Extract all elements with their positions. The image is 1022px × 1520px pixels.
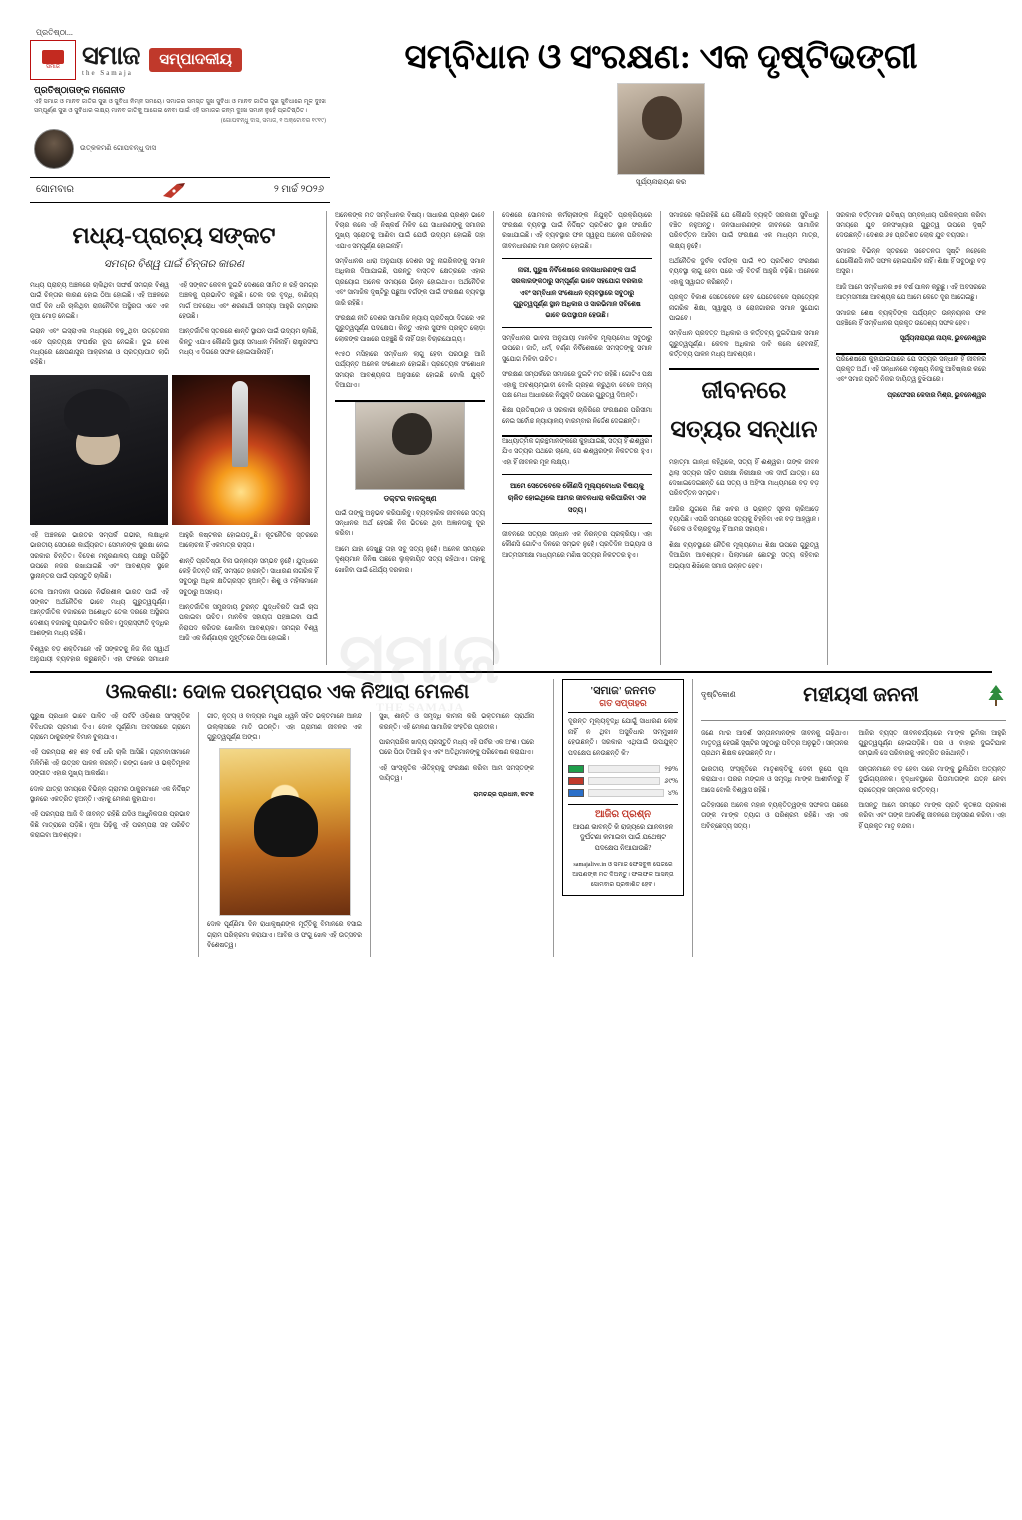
lead-author-caption: ସୂର୍ଯ୍ୟନାରାୟଣ କର: [635, 178, 687, 187]
poll-bar-unsure: [588, 789, 664, 797]
poll-value-yes: ୨୭%: [664, 764, 678, 773]
article2-paragraph: ଜୀବନରେ ସତ୍ୟର ସନ୍ଧାନ ଏକ ନିରନ୍ତର ପ୍ରକ୍ରିୟା। ଏହା କୌଣସି ଗୋଟିଏ ଦିନରେ ସମ୍ଭବ ନୁହେଁ। ପ୍ରତିଦିନ ଅଭ୍ୟାସ ଓ ଆତ୍ମସମୀକ୍ଷା ମାଧ୍ୟମରେ ମଣିଷ ସତ୍ୟର ନିକଟତର ହୁଏ।: [502, 530, 652, 559]
logo-emblem: [42, 50, 64, 64]
section-divider: [669, 368, 819, 370]
poll-note: samajalive.in ଓ ସମାଜ ଫେସବୁକ ପେଜରେ ଆପଣଙ୍କ ମତ ଦିଅନ୍ତୁ। ଫଳାଫଳ ଆସନ୍ତା ସୋମବାର ପ୍ରକାଶିତ ହେବ।: [572, 861, 674, 888]
article3-paragraph: ଏହି ପରମ୍ପରା ଆଜି ବି ଜୀବନ୍ତ ରହିଛି ଯଦିଓ ଆଧୁନିକତାର ପ୍ରଭାବ କିଛି ମାତ୍ରାରେ ପଡ଼ିଛି। ନୂଆ ପିଢ଼ିକୁ ଏହି ପରମ୍ପରା ସହ ପରିଚିତ କରାଇବା ଆବଶ୍ୟକ।: [30, 811, 190, 840]
article2-title: ଜୀବନରେ ସତ୍ୟର ସନ୍ଧାନ: [670, 378, 818, 444]
editorial-paragraph: ଶାନ୍ତି ପ୍ରତିଷ୍ଠା ବିନା ଉନ୍ନୟନ ସମ୍ଭବ ନୁହେଁ। ଯୁଦ୍ଧରେ କେହି ଜିତନ୍ତି ନାହିଁ, ସମସ୍ତେ ହାରନ୍ତି। ସାଧାରଣ ନାଗରିକ ହିଁ ସବୁଠାରୁ ଅଧିକ କ୍ଷତିଗ୍ରସ୍ତ ହୁଅନ୍ତି। ଶିଶୁ ଓ ମହିଳାମାନେ ସବୁଠାରୁ ଅସହାୟ।: [179, 557, 318, 596]
article3-paragraph: ଗୀତ, ନୃତ୍ୟ ଓ ବାଦ୍ୟର ମଧୁର ଧ୍ୱନି ସହିତ ଭକ୍ତମାନେ ଆନନ୍ଦ ଉଲ୍ଲାସରେ ମାତି ଉଠନ୍ତି। ଏହା ଗ୍ରାମୀଣ ଜୀବନର ଏକ ଗୁରୁତ୍ୱପୂର୍ଣ୍ଣ ଅଙ୍ଗ।: [207, 713, 362, 742]
editorial-paragraph: ଆନ୍ତର୍ଜାତିକ ସମ୍ପ୍ରଦାୟ ତୁରନ୍ତ ଯୁଦ୍ଧବିରତି ପାଇଁ ଚାପ ପକାଇବା ଉଚିତ। ମାନବିକ ସହାୟତା ପହଞ୍ଚାଇବା ପାଇଁ ନିରାପଦ କରିଡର ଖୋଲିବା ଆବଶ୍ୟକ। ସମଗ୍ର ବିଶ୍ୱ ଆଜି ଏକ ନିର୍ଣ୍ଣାୟକ ମୁହୂର୍ତ୍ତରେ ଠିଆ ହୋଇଛି।: [179, 604, 318, 643]
logo-word: ସମାଜ: [82, 41, 140, 70]
lead-article-col-3: [669, 211, 819, 666]
poll-bar-no: [588, 777, 660, 785]
samaja-watermark: ସମାଜ THE SAMAJA: [338, 621, 502, 714]
lead-paragraph: ଅର୍ଥନୈତିକ ଦୁର୍ବଳ ବର୍ଗଙ୍କ ପାଇଁ ୧୦ ପ୍ରତିଶତ ସଂରକ୍ଷଣ ବ୍ୟବସ୍ଥା ଲାଗୁ ହେବା ପରେ ଏହି ବିତର୍କ ଆହୁରି ବଢ଼ିଛି। ଅନେକେ ଏହାକୁ ସ୍ୱାଗତ କରିଛନ୍ତି।: [669, 258, 819, 286]
poll-title: 'ସମାଜ' ଜନମତ: [590, 685, 656, 698]
article2-author-photo: [355, 402, 465, 490]
poll-value-unsure: ୪%: [667, 788, 678, 797]
column-divider: [198, 712, 199, 956]
editorial-paragraph: ମଧ୍ୟ ପ୍ରାଚ୍ୟ ଅଞ୍ଚଳରେ ଚାଲିଥିବା ସଙ୍ଘର୍ଷ ସମଗ୍ର ବିଶ୍ୱ ପାଇଁ ଚିନ୍ତାର କାରଣ ହୋଇ ଠିଆ ହୋଇଛି। ଏହି ଅଞ୍ଚଳରେ ଦୀର୍ଘ ଦିନ ଧରି ଚାଲିଥିବା ରାଜନୈତିକ ଅସ୍ଥିରତା ଏବେ ଏକ ନୂଆ ମୋଡ଼ ନେଇଛି।: [30, 281, 169, 320]
lead-byline: ସୂର୍ଯ୍ୟନାରାୟଣ ନାୟକ, ଭୁବନେଶ୍ୱର: [899, 335, 986, 343]
article2-author-caption: ଡକ୍ଟର ବାଳକୃଷ୍ଣ: [383, 493, 437, 503]
edition-badge: ସମ୍ପାଦକୀୟ: [149, 48, 242, 72]
article4-paragraph: ଜଣେ ମା'ର ଆଦର୍ଶ ସନ୍ତାନମାନଙ୍କ ଜୀବନକୁ ଗଢ଼ିଥାଏ। ମାତୃତ୍ୱ ହେଉଛି ସୃଷ୍ଟିର ସବୁଠାରୁ ପବିତ୍ର ଅନୁଭୂତି। ସନ୍ତାନର ପ୍ରଥମ ଶିକ୍ଷକ ହେଉଛନ୍ତି ମା'।: [701, 729, 849, 758]
leader-portrait-photo: [30, 375, 168, 525]
missile-launch-photo: [172, 375, 310, 525]
pledge-title: ପ୍ରତିଷ୍ଠାତାଙ୍କ ମନୋନୀତ: [34, 85, 126, 95]
article2-pullquote: ଆମେ ସେତେବେଳେ କୌଣସି ମୂଲ୍ୟବୋଧର ବିଷୟକୁ ଚାଳିତ ହୋଇଥିଲେ ଆମର ଜୀବନଧାରା କରିପାରିବା ଏକ ସତ୍ୟ।: [502, 474, 652, 524]
page-title: ସମ୍ବିଧାନ ଓ ସଂରକ୍ଷଣ: ଏକ ଦୃଷ୍ଟିଭଙ୍ଗୀ: [404, 39, 918, 76]
main-content: [30, 211, 992, 666]
poll-block: [562, 679, 684, 956]
article4-paragraph: ଇତିହାସରେ ଅନେକ ମହାନ ବ୍ୟକ୍ତିତ୍ୱଙ୍କ ସଫଳତା ପଛରେ ତାଙ୍କ ମା'ଙ୍କ ତ୍ୟାଗ ଓ ପରିଶ୍ରମ ରହିଛି। ଏହା ଏକ ଅବିଚ୍ଛେଦ୍ୟ ସତ୍ୟ।: [701, 801, 849, 830]
lead-paragraph: ଶିକ୍ଷା ପ୍ରତିଷ୍ଠାନ ଓ ସରକାରୀ ଚାକିରିରେ ସଂରକ୍ଷଣର ପରିସୀମା ନେଇ ସର୍ବୋଚ୍ଚ ନ୍ୟାୟାଳୟ ବାରମ୍ବାର ନିର୍ଦ୍ଦେଶ ଦେଇଛନ୍ତି।: [502, 407, 652, 425]
editorial-column: [30, 211, 318, 666]
article3-paragraph: ପୁରୁଷ ପ୍ରଧାନ ଭାବେ ପାଳିତ ଏହି ପର୍ବଟି ଓଡ଼ିଶାର ସାଂସ୍କୃତିକ ବିବିଧତାର ପ୍ରମାଣ ଦିଏ। ଦୋଳ ପୂର୍ଣ୍ଣିମା ଅବସରରେ ଗ୍ରାମେ ଗ୍ରାମେ ଠାକୁରଙ୍କ ବିମାନ ବୁଲାଯାଏ।: [30, 713, 190, 742]
poll-bar-yes: [588, 765, 660, 773]
founder-block: [34, 129, 330, 169]
column-divider: [827, 211, 828, 666]
founder-portrait: [34, 129, 74, 169]
founder-name: ଉତ୍କଳମଣି ଗୋପବନ୍ଧୁ ଦାସ: [80, 144, 157, 153]
masthead-top-note: ପ୍ରତିଷ୍ଠା...: [36, 28, 73, 37]
editorial-paragraph: ବିଶ୍ୱର ବଡ଼ ଶକ୍ତିମାନେ ଏହି ସଙ୍କଟକୁ ନିଜ ନିଜ ସ୍ୱାର୍ଥ ଅନୁଯାୟୀ ବ୍ୟବହାର କରୁଛନ୍ତି। ଏହା ଫଳରେ ସମାଧାନ ଆହୁରି କଷ୍ଟକର ହୋଇପଡ଼ୁଛି। କୂଟନୈତିକ ସ୍ତରରେ ଆଲୋଚନା ହିଁ ଏକମାତ୍ର ରାସ୍ତା।: [30, 531, 318, 663]
article4-paragraph: ସନ୍ତାନମାନେ ବଡ଼ ହେବା ପରେ ମା'ଙ୍କୁ ଭୁଲିଯିବା ଅତ୍ୟନ୍ତ ଦୁର୍ଭାଗ୍ୟଜନକ। ବୃଦ୍ଧାବସ୍ଥାରେ ପିତାମାତାଙ୍କ ଯତ୍ନ ନେବା ପ୍ରତ୍ୟେକ ସନ୍ତାନର କର୍ତ୍ତବ୍ୟ।: [858, 765, 1006, 794]
deity-idol-photo: [219, 748, 351, 916]
article4-block: [701, 679, 1006, 956]
article3-paragraph: ସୁଖ, ଶାନ୍ତି ଓ ସମୃଦ୍ଧି କାମନା କରି ଭକ୍ତମାନେ ପ୍ରାର୍ଥନା କରନ୍ତି। ଏହି ମେଳଣ ସାମାଜିକ ସଂହତିର ପ୍ରତୀକ।: [379, 713, 534, 731]
pledge-signature: (ଗୋପବନ୍ଧୁ ଦାସ, ସମାଜ, ୧ ଅକ୍ଟୋବର ୧୯୧୯): [220, 117, 326, 124]
editorial-body-top: [30, 281, 318, 369]
lead-article-col-2: [502, 211, 652, 666]
lead-article-col-1: [335, 211, 485, 666]
lead-paragraph: ସଂରକ୍ଷଣ ସମ୍ପର୍କରେ ସମାଜରେ ଦୁଇଟି ମତ ରହିଛି। ଗୋଟିଏ ପକ୍ଷ ଏହାକୁ ଅବଶ୍ୟମ୍ଭାବୀ ବୋଲି ଗ୍ରହଣ କରୁଥିବା ବେଳେ ଅନ୍ୟ ପକ୍ଷ ମେଧା ଆଧାରରେ ନିଯୁକ୍ତି ଉପରେ ଗୁରୁତ୍ୱ ଦିଅନ୍ତି।: [502, 371, 652, 399]
column-divider: [692, 679, 693, 956]
article4-paragraph: ଆସନ୍ତୁ ଆମେ ସମସ୍ତେ ମା'ଙ୍କ ପ୍ରତି କୃତଜ୍ଞତା ପ୍ରକାଶ କରିବା ଏବଂ ତାଙ୍କ ଆଦର୍ଶକୁ ଜୀବନରେ ଅନୁସରଣ କରିବା। ଏହା ହିଁ ପ୍ରକୃତ ମାତୃ ବନ୍ଦନା।: [858, 801, 1006, 830]
masthead-left: [30, 28, 330, 203]
article3-col-2: [207, 712, 362, 956]
lead-paragraph: ସମାଜରେ ଲାଗିରହିଛି ଯେ କୌଣସି ବ୍ୟକ୍ତି ସରକାରୀ ସୁବିଧାରୁ ବଞ୍ଚିତ ନହୁଅନ୍ତୁ। ଜନସାଧାରଣଙ୍କ ଜୀବନରେ ସାମାଜିକ ପରିବର୍ତ୍ତନ ଆସିବା ପାଇଁ ସଂରକ୍ଷଣ ଏକ ମାଧ୍ୟମ ମାତ୍ର, ଲକ୍ଷ୍ୟ ନୁହେଁ।: [669, 211, 819, 250]
poll-next-title: ଆଜିର ପ୍ରଶ୍ନ: [568, 804, 678, 820]
article2-paragraph: ଆଜିର ଯୁଗରେ ମିଛ ଖବର ଓ ଭ୍ରାନ୍ତ ସୂଚନା ଚାରିଆଡ଼େ ବ୍ୟାପିଛି। ଏପରି ସମୟରେ ସତ୍ୟକୁ ଚିହ୍ନିବା ଏକ ବଡ଼ ଆହ୍ୱାନ। ବିବେକ ଓ ବିଚାରବୁଦ୍ଧି ହିଁ ଆମର ସହାୟକ।: [669, 505, 819, 534]
lead-paragraph: ସମାଜର ଶେଷ ବ୍ୟକ୍ତିଙ୍କ ପର୍ଯ୍ୟନ୍ତ ଉନ୍ନୟନର ଫଳ ପହଞ୍ଚିଲେ ହିଁ ସମ୍ବିଧାନର ପ୍ରକୃତ ଉଦ୍ଦେଶ୍ୟ ସଫଳ ହେବ।: [836, 309, 986, 327]
poll-value-no: ୬୯%: [664, 776, 678, 785]
editorial-photos: [30, 375, 318, 525]
poll-option[interactable]: [568, 789, 678, 798]
lead-paragraph: ସମ୍ବିଧାନର ଧାରା ଅନୁଯାୟୀ ଦେଶର ସବୁ ନାଗରିକଙ୍କୁ ସମାନ ଅଧିକାର ଦିଆଯାଇଛି, ପରନ୍ତୁ ବାସ୍ତବ କ୍ଷେତ୍ରରେ ଏହାର ପ୍ରୟୋଗ ଅନେକ ସମୟରେ ଭିନ୍ନ ହୋଇଥାଏ। ଅର୍ଥନୈତିକ ଏବଂ ସାମାଜିକ ଦୃଷ୍ଟିରୁ ପଛୁଆ ବର୍ଗଙ୍କ ପାଇଁ ସଂରକ୍ଷଣ ବ୍ୟବସ୍ଥା ଜାରି ରହିଛି।: [335, 258, 485, 307]
column-divider: [553, 679, 554, 956]
column-divider: [493, 211, 494, 666]
lead-paragraph: ସଂରକ୍ଷଣ ନୀତି ଦେଶର ସାମାଜିକ ନ୍ୟାୟ ପ୍ରତିଷ୍ଠା ଦିଗରେ ଏକ ଗୁରୁତ୍ୱପୂର୍ଣ୍ଣ ପଦକ୍ଷେପ। କିନ୍ତୁ ଏହାର ସୁଫଳ ପ୍ରକୃତ ଲୋଡ଼ା ଲୋକଙ୍କ ପାଖରେ ପହଞ୍ଚୁଛି କି ନାହିଁ ତାହା ବିଚାରଯୋଗ୍ୟ।: [335, 314, 485, 343]
poll-swatch-no: [568, 777, 584, 785]
article2-paragraph: ଶିକ୍ଷା ବ୍ୟବସ୍ଥାରେ ନୈତିକ ମୂଲ୍ୟବୋଧ ଶିକ୍ଷା ଉପରେ ଗୁରୁତ୍ୱ ଦିଆଯିବା ଆବଶ୍ୟକ। ପିଲାମାନେ ଛୋଟରୁ ସତ୍ୟ କହିବାର ଅଭ୍ୟାସ ଶିଖିଲେ ସମାଜ ଉନ୍ନତ ହେବ।: [669, 541, 819, 570]
tree-icon: [986, 684, 1006, 708]
editorial-body-bottom: [30, 531, 318, 666]
article3-paragraph: ଦୋଳ ପୂର୍ଣ୍ଣିମା ଦିନ ରାଧାକୃଷ୍ଣଙ୍କ ମୂର୍ତ୍ତିକୁ ବିମାନରେ ବସାଇ ଗ୍ରାମ ପରିକ୍ରମା କରାଯାଏ। ଆବିର ଓ ଫଗୁ ଖେଳ ଏହି ଉତ୍ସବର ବିଶେଷତ୍ୱ।: [207, 921, 362, 950]
editorial-title: ମଧ୍ୟ-ପ୍ରାଚ୍ୟ ସଙ୍କଟ: [72, 222, 276, 248]
column-divider: [370, 712, 371, 956]
article2-byline: ପ୍ରଫେସର କେଦାର ମିଶ୍ର, ଭୁବନେଶ୍ୱର: [887, 391, 986, 399]
article2-paragraph: ଆଧ୍ୟାତ୍ମିକ ଗ୍ରନ୍ଥମାନଙ୍କରେ କୁହାଯାଇଛି, ସତ୍ୟ ହିଁ ଈଶ୍ୱର। ଯିଏ ସତ୍ୟର ପଥରେ ଚାଲେ, ସେ ଈଶ୍ୱରଙ୍କ ନିକଟତର ହୁଏ। ଏହା ହିଁ ଜୀବନର ମୂଳ ଲକ୍ଷ୍ୟ।: [502, 438, 652, 466]
article4-header: [701, 679, 1006, 711]
article3-byline: ରାମଚନ୍ଦ୍ର ପ୍ରଧାନ, କଟକ: [473, 790, 534, 798]
article4-paragraph: ଭାରତୀୟ ସଂସ୍କୃତିରେ ମାତୃଶକ୍ତିକୁ ଦେବୀ ରୂପେ ପୂଜା କରାଯାଏ। ଘରର ମଙ୍ଗଳ ଓ ସମୃଦ୍ଧି ମା'ଙ୍କ ଆଶୀର୍ବାଦରୁ ହିଁ ଆସେ ବୋଲି ବିଶ୍ୱାସ ରହିଛି।: [701, 765, 849, 794]
lead-paragraph: ଆଜି ଆମେ ସମ୍ବିଧାନର ୭୫ ବର୍ଷ ପାଳନ କରୁଛୁ। ଏହି ଅବସରରେ ଆତ୍ମସମୀକ୍ଷା ଆବଶ୍ୟକ ଯେ ଆମେ କେତେ ଦୂର ଆଗେଇଛୁ।: [836, 283, 986, 302]
article4-paragraph: ଆଜିର ବ୍ୟସ୍ତ ଜୀବନଚର୍ଯ୍ୟାରେ ମା'ଙ୍କ ଭୂମିକା ଆହୁରି ଗୁରୁତ୍ୱପୂର୍ଣ୍ଣ ହୋଇପଡ଼ିଛି। ଘର ଓ ବାହାର ଦୁଇଟିଯାକ ସମ୍ଭାଳି ସେ ପରିବାରକୁ ଏକତ୍ରିତ ରଖିଥାନ୍ତି।: [858, 729, 1006, 758]
editorial-paragraph: ଆନ୍ତର୍ଜାତିକ ସ୍ତରରେ ଶାନ୍ତି ସ୍ଥାପନ ପାଇଁ ଉଦ୍ୟମ ଚାଲିଛି, କିନ୍ତୁ ଏଯାଏ କୌଣସି ସ୍ଥାୟୀ ସମାଧାନ ମିଳିନାହିଁ। ରାଷ୍ଟ୍ରସଂଘ ମଧ୍ୟ ଏ ଦିଗରେ ସଫଳ ହୋଇପାରିନାହିଁ।: [179, 328, 319, 357]
poll-question: ଦୂରନ୍ତ ମୂଲ୍ୟବୃଦ୍ଧି ଯୋଗୁଁ ସାଧାରଣ ଲୋକ ନାହିଁ ନ ଥିବା ଅସୁବିଧାର ସମ୍ମୁଖୀନ ହେଉଛନ୍ତି। ସରକାର ଏଥିପାଇଁ ଉପଯୁକ୍ତ ପଦକ୍ଷେପ ନେଉଛନ୍ତି କି?: [568, 718, 678, 757]
lead-pullquote: ନାରୀ, ପୁରୁଷ ନିର୍ବିଶେଷରେ ଜନସାଧାରଣଙ୍କ ପାଇଁ ସରକାରଙ୍କଠାରୁ ସମ୍ପୂର୍ଣ୍ଣ ଭାବେ ସହଯୋଗ ଦରକାର ଏବଂ ସମ୍ବିଧାନ ସଂଶୋଧନ ବ୍ୟବସ୍ଥାରେ ସବୁଠାରୁ ଗୁରୁତ୍ୱପୂର୍ଣ୍ଣ ସ୍ଥାନ ଅଧିକାର ଓ ସାରଭିମାନ ସବିଶେଷ ଭାବେ ଉପସ୍ଥାପନ ହେଉଛି।: [502, 258, 652, 328]
lead-paragraph: ପ୍ରକୃତ ବିକାଶ ସେତେବେଳେ ହେବ ଯେତେବେଳେ ପ୍ରତ୍ୟେକ ନାଗରିକ ଶିକ୍ଷା, ସ୍ୱାସ୍ଥ୍ୟ ଓ ରୋଜଗାରର ସମାନ ସୁଯୋଗ ପାଇବେ।: [669, 294, 819, 322]
article4-title: ମହୀୟସୀ ଜନନୀ: [803, 684, 919, 707]
poll-swatch-yes: [568, 765, 584, 773]
bottom-band: [30, 671, 1006, 956]
lead-paragraph: ସମ୍ବିଧାନର ଭାବନା ଅନୁଯାୟୀ ମାନବିକ ମୂଲ୍ୟବୋଧ ସବୁଠାରୁ ଉପରେ। ଜାତି, ଧର୍ମ, ବର୍ଣ୍ଣ ନିର୍ବିଶେଷରେ ସମସ୍ତଙ୍କୁ ସମାନ ସୁଯୋଗ ମିଳିବା ଉଚିତ।: [502, 335, 652, 363]
lead-paragraph: ସରକାର ବର୍ତ୍ତମାନ ଭବିଷ୍ୟ ସମ୍ବନ୍ଧୀୟ ପରିକଳ୍ପନା କରିବା ସମୟରେ ଯୁବ ଜନସଂଖ୍ୟାର ଗୁରୁତ୍ୱ ଉପରେ ଦୃଷ୍ଟି ଦେଉଛନ୍ତି। ଦେଶର ୬୫ ପ୍ରତିଶତ ଲୋକ ଯୁବ ବୟସର।: [836, 211, 986, 240]
poll-box: [562, 679, 684, 896]
article2-paragraph: ମହାତ୍ମା ଗାନ୍ଧୀ କହିଥିଲେ, ସତ୍ୟ ହିଁ ଈଶ୍ୱର। ତାଙ୍କ ଜୀବନ ଥିଲା ସତ୍ୟର ସହିତ ପରୀକ୍ଷା ନିରୀକ୍ଷାର ଏକ ଦୀର୍ଘ ଯାତ୍ରା। ସେ ଦେଖାଇଦେଇଛନ୍ତି ଯେ ସତ୍ୟ ଓ ଅହିଂସା ମାଧ୍ୟମରେ ବଡ଼ ବଡ଼ ପରିବର୍ତ୍ତନ ସମ୍ଭବ।: [669, 459, 819, 498]
article2-paragraph: ଆମେ ଯାହା ଦେଖୁଛୁ ତାହା ସବୁ ସତ୍ୟ ନୁହେଁ। ଅନେକ ସମୟରେ ଦୃଶ୍ୟମାନ ଜିନିଷ ପଛରେ ଲୁକ୍କାୟିତ ସତ୍ୟ ରହିଥାଏ। ତାହାକୁ ଖୋଜିବା ପାଇଁ ଧୈର୍ଯ୍ୟ ଦରକାର।: [335, 545, 485, 574]
article3-paragraph: ଏହି ସାଂସ୍କୃତିକ ଐତିହ୍ୟକୁ ସଂରକ୍ଷଣ କରିବା ଆମ ସମସ୍ତଙ୍କ ଦାୟିତ୍ୱ।: [379, 764, 534, 783]
article2-paragraph: ପାଇଁ ତାଙ୍କୁ ଅନୁଭବ କରିପାରିବୁ। ବ୍ୟବହାରିକ ଜୀବନରେ ସତ୍ୟ ସନ୍ଧାନର ଅର୍ଥ ହେଉଛି ନିଜ ଭିତରେ ଥିବା ଅଜ୍ଞାନତାକୁ ଦୂର କରିବା।: [335, 509, 485, 538]
poll-swatch-unsure: [568, 789, 584, 797]
poll-option[interactable]: [568, 765, 678, 774]
lead-article-col-4: [836, 211, 986, 666]
article3-paragraph: ଦୋଳ ଯାତ୍ରା ସମୟରେ ବିଭିନ୍ନ ଗ୍ରାମର ଠାକୁରମାନେ ଏକ ନିର୍ଦ୍ଦିଷ୍ଟ ସ୍ଥାନରେ ଏକତ୍ରିତ ହୁଅନ୍ତି। ଏହାକୁ ମେଳଣ କୁହାଯାଏ।: [30, 785, 190, 803]
samaja-logo-icon: [30, 40, 76, 80]
poll-next-question: ଆପଣ ଭାବନ୍ତି କି ରାଜ୍ୟରେ ଯାନବାହନ ଦୁର୍ଘଟଣା କମାଇବା ପାଇଁ ଯଥେଷ୍ଟ ପଦକ୍ଷେପ ନିଆଯାଉଛି?: [572, 823, 674, 853]
lead-paragraph: ଦେଶରେ ସୋମବାର କର୍ମଚାରୀଙ୍କ ନିଯୁକ୍ତି ପ୍ରକ୍ରିୟାରେ ସଂରକ୍ଷଣ ବ୍ୟବସ୍ଥା ପାଇଁ ନିର୍ଦ୍ଦିଷ୍ଟ ପ୍ରତିଶତ ସ୍ଥାନ ସଂରକ୍ଷିତ ରଖାଯାଇଛି। ଏହି ବ୍ୟବସ୍ଥାର ଫଳ ସ୍ୱରୂପ ଅନେକ ପରିବାରର ଜୀବନଧାରଣର ମାନ ଉନ୍ନତ ହୋଇଛି।: [502, 211, 652, 250]
pledge-body: ଏହି ସମାଜ ଓ ମାନବ ଜାତିର ସୁଖ ଓ ସୁବିଧା ନିମ୍ନ ସମୟେ। ସମାଜର ସମସ୍ତ ସୁଖ ସୁବିଧା ଓ ମାନବ ଜାତିର ସୁଖ ସୁବିଧାରେ ମୂଳ ଦୁଃଖ ସମ୍ପୂର୍ଣ୍ଣ ସୁଖ ଓ ସୁବିଧାର ଲକ୍ଷ୍ୟ ମାନବ ଜାତିକୁ ଆଗେଇ ନେବା ପାଇଁ ଏହି ସମାଜର ଜନ୍ମ ଦୁଃଖ ସମାନ ନୁହେଁ ପ୍ରତିଷ୍ଠିତ।: [34, 98, 326, 115]
article4-body: [701, 729, 1006, 837]
logo-row: [30, 40, 330, 80]
lead-paragraph: ୧୯୫୦ ମସିହାରେ ସମ୍ବିଧାନ ଲାଗୁ ହେବା ପରଠାରୁ ଆଜି ପର୍ଯ୍ୟନ୍ତ ଅନେକ ସଂଶୋଧନ ହୋଇଛି। ପ୍ରତ୍ୟେକ ସଂଶୋଧନ ସମୟର ଆବଶ୍ୟକତା ଅନୁସାରେ ହୋଇଛି ବୋଲି ଯୁକ୍ତି ଦିଆଯାଏ।: [335, 351, 485, 390]
logo-text-block: [82, 43, 139, 77]
lead-paragraph: ସମ୍ବିଧାନ ପ୍ରଦତ୍ତ ଅଧିକାର ଓ କର୍ତ୍ତବ୍ୟ ଦୁଇଟିଯାକ ସମାନ ଗୁରୁତ୍ୱପୂର୍ଣ୍ଣ। କେବଳ ଅଧିକାର ଦାବି କଲେ ହେବନାହିଁ, କର୍ତ୍ତବ୍ୟ ପାଳନ ମଧ୍ୟ ଆବଶ୍ୟକ।: [669, 330, 819, 359]
lead-author-photo: [617, 83, 705, 175]
editorial-paragraph: ଏହି ସଙ୍କଟ କେବଳ ଦୁଇଟି ଦେଶରେ ସୀମିତ ନ ରହି ସମଗ୍ର ଅଞ୍ଚଳକୁ ପ୍ରଭାବିତ କରୁଛି। ତେଲ ଦର ବୃଦ୍ଧି, ବାଣିଜ୍ୟ ମାର୍ଗ ଅବରୋଧ ଏବଂ ଶରଣାର୍ଥୀ ସମସ୍ୟା ଆହୁରି ଗମ୍ଭୀର ହେଉଛି।: [179, 281, 318, 320]
editorial-paragraph: ତେଲ ଆମଦାନୀ ଉପରେ ନିର୍ଭରଶୀଳ ଭାରତ ପାଇଁ ଏହି ସଙ୍କଟ ଅର୍ଥନୈତିକ ଭାବେ ମଧ୍ୟ ଗୁରୁତ୍ୱପୂର୍ଣ୍ଣ। ଆନ୍ତର୍ଜାତିକ ବଜାରରେ ଅଶୋଧିତ ତେଲ ଦରରେ ଅସ୍ଥିରତା ଦେଶୀୟ ବଜାରକୁ ପ୍ରଭାବିତ କରିବ। ମୁଦ୍ରାସ୍ଫୀତି ବୃଦ୍ଧିର ଆଶଙ୍କା ମଧ୍ୟ ରହିଛି।: [30, 588, 169, 638]
article4-rule: [701, 720, 1006, 721]
article3-title: ଓଲକଣା: ଦୋଳ ପରମ୍ପରାର ଏକ ନିଆରା ମେଳଣ: [105, 681, 470, 704]
editorial-paragraph: ଏହି ଅଞ୍ଚଳରେ ଭାରତର ସମ୍ପର୍କ ଗଭୀର, ଲକ୍ଷାଧିକ ଭାରତୀୟ ସେଠାରେ କାର୍ଯ୍ୟରତ। ସେମାନଙ୍କ ସୁରକ୍ଷା ନେଇ ସରକାର ଚିନ୍ତିତ। ବିଦେଶ ମନ୍ତ୍ରଣାଳୟ ପକ୍ଷରୁ ପରିସ୍ଥିତି ଉପରେ ନଜର ରଖାଯାଇଛି ଏବଂ ଆବଶ୍ୟକ ସ୍ଥଳେ ସ୍ଥାନାନ୍ତର ପାଇଁ ପ୍ରସ୍ତୁତି ଚାଲିଛି।: [30, 531, 169, 581]
poll-subtitle: ଗତ ସପ୍ତାହର: [568, 698, 678, 713]
poll-option[interactable]: [568, 777, 678, 786]
masthead: [30, 28, 992, 203]
article3-block: [30, 679, 545, 956]
editorial-paragraph: ଇରାନ ଏବଂ ଇସ୍ରାଏଲ ମଧ୍ୟରେ ବଢ଼ୁଥିବା ଉତ୍ତେଜନା ଏବେ ପ୍ରତ୍ୟକ୍ଷ ସଂଘର୍ଷର ରୂପ ନେଇଛି। ଦୁଇ ଦେଶ ମଧ୍ୟରେ କ୍ଷେପଣାସ୍ତ୍ର ଆକ୍ରମଣ ଓ ପ୍ରତ୍ୟାଘାତ ଲାଗି ରହିଛି।: [30, 328, 169, 367]
masthead-right: [330, 28, 992, 191]
lead-paragraph: ଅନେକଙ୍କ ମତ ସମ୍ବିଧାନର ବିଷୟ। ସାଧାରଣ ପ୍ରଶ୍ନ ଭାବେ ବିଚାର କଲେ ଏହି ନିଷ୍କର୍ଷ ମିଳିବ ଯେ ସାଧାରଣଙ୍କୁ ସମାଜର ମୁଖ୍ୟ ସ୍ରୋତକୁ ଆଣିବା ପାଇଁ ଯେଉଁ ଉଦ୍ୟମ ହୋଇଛି ତାହା ଏଯାଏ ସମ୍ପୂର୍ଣ୍ଣ ହୋଇନାହିଁ।: [335, 211, 485, 250]
dateline-date: ୨ ମାର୍ଚ୍ଚ ୨୦୨୬: [273, 184, 324, 196]
pen-nib-icon: [161, 181, 187, 199]
article4-kicker: ଦୃଷ୍ଟିକୋଣ: [701, 690, 736, 700]
article3-paragraph: ଏହି ପରମ୍ପରା ଶହ ଶହ ବର୍ଷ ଧରି ଚାଲି ଆସିଛି। ଗ୍ରାମବାସୀମାନେ ମିଳିମିଶି ଏହି ଉତ୍ସବ ପାଳନ କରନ୍ତି। ରଙ୍ଗ ଖେଳ ଓ ଭକ୍ତିମୂଳକ ସଙ୍ଗୀତ ଏହାର ମୁଖ୍ୟ ଆକର୍ଷଣ।: [30, 749, 190, 778]
lead-author-block: [330, 83, 992, 187]
bottom-content: [30, 679, 1006, 956]
logo-badge-text: ସମାଜ: [46, 63, 60, 70]
editorial-subtitle: ସମଗ୍ର ବିଶ୍ୱ ପାଇଁ ଚିନ୍ତାର କାରଣ: [103, 258, 245, 270]
dateline: [30, 177, 330, 203]
dateline-day: ସୋମବାର: [36, 184, 74, 196]
column-divider: [326, 211, 327, 666]
lead-paragraph: ସମାଜର ବିଭିନ୍ନ ସ୍ତରରେ ସଚେତନତା ସୃଷ୍ଟି ନହେଲେ ଯେକୌଣସି ନୀତି ସଫଳ ହୋଇପାରିବ ନାହିଁ। ଶିକ୍ଷା ହିଁ ସବୁଠାରୁ ବଡ଼ ଅସ୍ତ୍ର।: [836, 247, 986, 276]
article3-col-3: [379, 712, 534, 956]
article3-paragraph: ପାରମ୍ପରିକ ଖାଦ୍ୟ ପ୍ରସ୍ତୁତି ମଧ୍ୟ ଏହି ପର୍ବର ଏକ ଅଂଶ। ଘରେ ଘରେ ପିଠା ତିଆରି ହୁଏ ଏବଂ ଅତିଥିମାନଙ୍କୁ ପରିବେଷଣ କରାଯାଏ।: [379, 739, 534, 757]
column-divider: [660, 211, 661, 666]
article2-paragraph: ପରିଶେଷରେ କୁହାଯାଇପାରେ ଯେ ସତ୍ୟର ସନ୍ଧାନ ହିଁ ଜୀବନର ପ୍ରକୃତ ଅର୍ଥ। ଏହି ସନ୍ଧାନରେ ମନୁଷ୍ୟ ନିଜକୁ ଆବିଷ୍କାର କରେ ଏବଂ ସମାଜ ପ୍ରତି ନିଜର ଦାୟିତ୍ୱ ବୁଝିପାରେ।: [836, 355, 986, 384]
article3-col-1: [30, 712, 190, 956]
article3-columns: [30, 712, 545, 956]
logo-sub: the Samaja: [82, 69, 133, 77]
